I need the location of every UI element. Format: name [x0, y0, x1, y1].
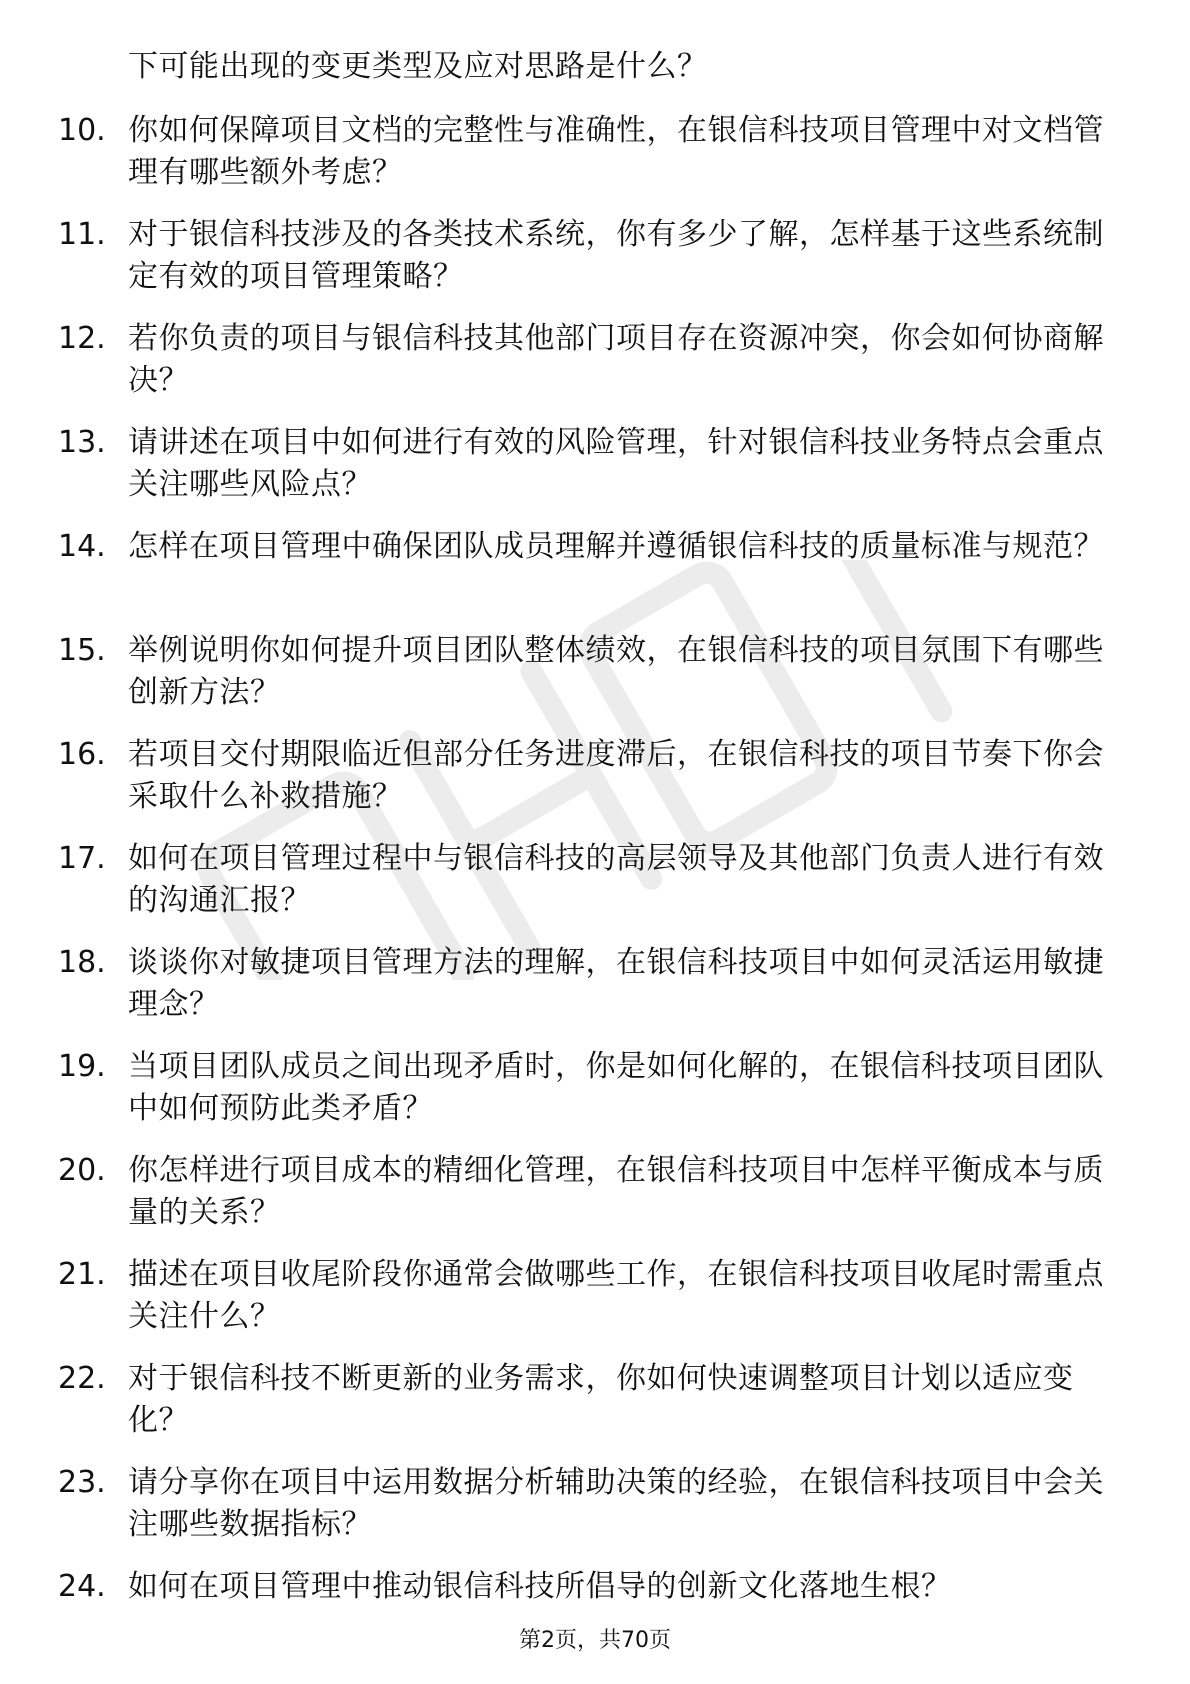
list-item	[0, 838, 1190, 942]
list-item	[0, 942, 1190, 1046]
question-text: 怎样在项目管理中确保团队成员理解并遵循银信科技的质量标准与规范？	[128, 529, 1104, 564]
list-item	[0, 734, 1190, 838]
question-text: 对于银信科技不断更新的业务需求，你如何快速调整项目计划以适应变化？	[128, 1361, 1074, 1438]
question-text: 当项目团队成员之间出现矛盾时，你是如何化解的，在银信科技项目团队中如何预防此类矛盾？	[128, 1049, 1104, 1126]
question-text: 谈谈你对敏捷项目管理方法的理解，在银信科技项目中如何灵活运用敏捷理念？	[128, 945, 1104, 1022]
question-number: 13.	[58, 425, 106, 460]
continuation-text: 下可能出现的变更类型及应对思路是什么？	[128, 49, 708, 84]
question-number: 20.	[58, 1153, 106, 1188]
question-list	[0, 110, 1190, 1670]
question-number: 11.	[58, 217, 106, 252]
question-text: 请分享你在项目中运用数据分析辅助决策的经验，在银信科技项目中会关注哪些数据指标？	[128, 1465, 1104, 1542]
question-number: 16.	[58, 737, 106, 772]
question-text: 若项目交付期限临近但部分任务进度滞后，在银信科技的项目节奏下你会采取什么补救措施？	[128, 737, 1104, 814]
question-number: 12.	[58, 321, 106, 356]
question-number: 17.	[58, 841, 106, 876]
question-text: 如何在项目管理中推动银信科技所倡导的创新文化落地生根？	[128, 1569, 952, 1604]
question-text: 你怎样进行项目成本的精细化管理，在银信科技项目中怎样平衡成本与质量的关系？	[128, 1153, 1104, 1230]
list-item	[0, 1046, 1190, 1150]
question-number: 24.	[58, 1569, 106, 1604]
question-number: 22.	[58, 1361, 106, 1396]
list-item	[0, 422, 1190, 526]
question-number: 10.	[58, 113, 106, 148]
question-number: 14.	[58, 529, 106, 564]
page-footer: 第2页，共70页	[519, 1628, 671, 1653]
question-number: 21.	[58, 1257, 106, 1292]
list-item	[0, 630, 1190, 734]
question-number: 23.	[58, 1465, 106, 1500]
question-text: 如何在项目管理过程中与银信科技的高层领导及其他部门负责人进行有效的沟通汇报？	[128, 841, 1104, 918]
question-text: 描述在项目收尾阶段你通常会做哪些工作，在银信科技项目收尾时需重点关注什么？	[128, 1257, 1104, 1334]
question-number: 19.	[58, 1049, 106, 1084]
list-item	[0, 214, 1190, 318]
list-item	[0, 526, 1190, 630]
list-item	[0, 1150, 1190, 1254]
question-text: 你如何保障项目文档的完整性与准确性，在银信科技项目管理中对文档管理有哪些额外考虑？	[128, 113, 1104, 190]
question-number: 18.	[58, 945, 106, 980]
list-item	[0, 1462, 1190, 1566]
list-item	[0, 110, 1190, 214]
question-text: 请讲述在项目中如何进行有效的风险管理，针对银信科技业务特点会重点关注哪些风险点？	[128, 425, 1104, 502]
list-item	[0, 1254, 1190, 1358]
list-item	[0, 318, 1190, 422]
question-number: 15.	[58, 633, 106, 668]
list-item	[0, 1358, 1190, 1462]
question-text: 对于银信科技涉及的各类技术系统，你有多少了解，怎样基于这些系统制定有效的项目管理策略？	[128, 217, 1104, 294]
question-text: 若你负责的项目与银信科技其他部门项目存在资源冲突，你会如何协商解决？	[128, 321, 1104, 398]
question-text: 举例说明你如何提升项目团队整体绩效，在银信科技的项目氛围下有哪些创新方法？	[128, 633, 1104, 710]
